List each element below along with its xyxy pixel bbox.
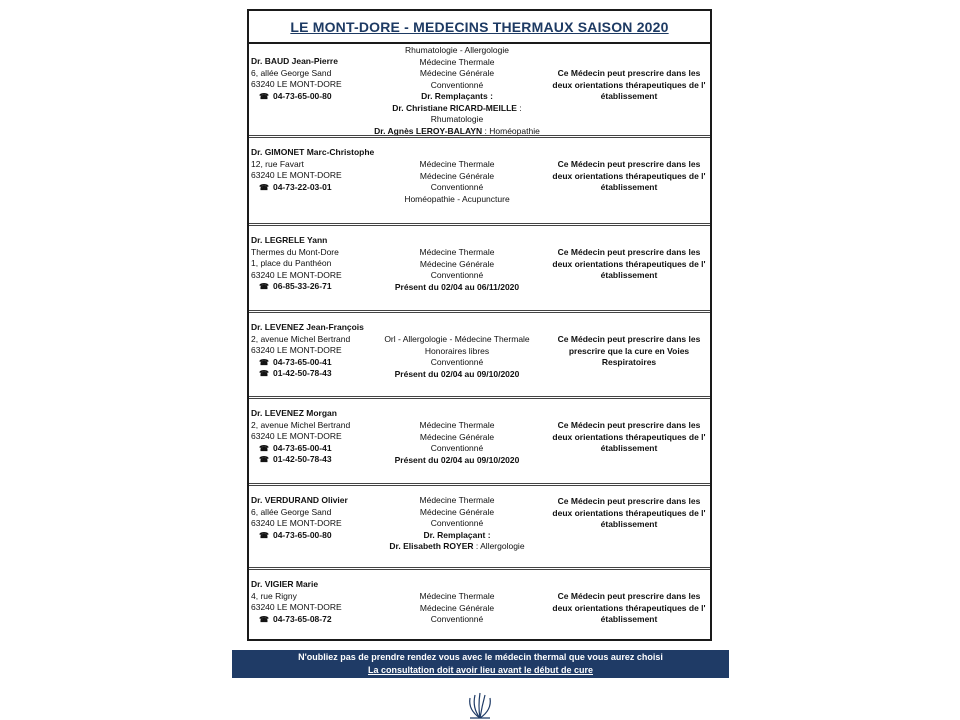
- specialty-line: Orl - Allergologie - Médecine Thermale: [384, 334, 530, 344]
- phone-number: 04-73-65-00-41: [272, 442, 332, 453]
- presence-dates: Présent du 02/04 au 09/10/2020: [394, 368, 520, 379]
- doctor-address-line: 63240 LE MONT-DORE: [251, 431, 342, 441]
- specialty-line: Médecine Générale: [419, 258, 495, 269]
- doctor-name: Dr. VIGIER Marie: [251, 579, 319, 589]
- specialty-line: Médecine Thermale: [419, 420, 495, 430]
- phone-icon: ☎: [259, 282, 269, 291]
- footer-banner: [232, 650, 729, 678]
- doctor-name: Dr. LEGRELE Yann: [251, 235, 328, 245]
- specialty-line: Homéopathie - Acupuncture: [404, 193, 510, 204]
- footer-consultation-note: La consultation doit avoir lieu avant le début de cure: [367, 665, 594, 675]
- phone-icon: ☎: [259, 614, 269, 624]
- phone-number: 04-73-65-00-80: [272, 90, 332, 101]
- phone-number: 04-73-22-03-01: [272, 181, 332, 192]
- specialty-line: Conventionné: [430, 443, 484, 453]
- specialty-line: Médecine Thermale: [419, 56, 495, 67]
- doctor-address-line: 1, place du Panthéon: [251, 258, 332, 268]
- specialty-line: Conventionné: [430, 518, 484, 528]
- phone-icon: ☎: [259, 369, 269, 378]
- specialty-line: Médecine Générale: [419, 68, 495, 78]
- specialty-line: Conventionné: [430, 79, 484, 90]
- page-title: LE MONT-DORE - MEDECINS THERMAUX SAISON 2020: [290, 18, 669, 35]
- doctor-address-line: 6, allée George Sand: [251, 506, 332, 517]
- doctor-address-line: 4, rue Rigny: [251, 590, 297, 601]
- phone-icon: ☎: [259, 357, 269, 367]
- replacement-heading: Dr. Remplaçants :: [421, 91, 493, 101]
- prescription-note: Ce Médecin peut prescrire dans les deux orientations thérapeutiques de l' établissement: [552, 159, 706, 192]
- prescription-note: Ce Médecin peut prescrire dans les prescrire que la cure en Voies Respiratoires: [557, 334, 701, 367]
- specialty-line: Conventionné: [430, 614, 484, 624]
- document-sheet: [247, 9, 712, 641]
- specialty-line: Médecine Générale: [419, 170, 495, 181]
- phone-number: 04-73-65-00-41: [272, 356, 332, 367]
- specialty-line: Honoraires libres: [424, 345, 490, 356]
- phone-number: 01-42-50-78-43: [272, 368, 332, 378]
- doctor-specialties: [367, 247, 547, 293]
- replacement-specialty: : Rhumatologie: [430, 102, 522, 124]
- prescription-note: Ce Médecin peut prescrire dans les deux orientations thérapeutiques de l' établissement: [552, 420, 706, 453]
- doctor-entry: [249, 135, 710, 223]
- doctor-address-line: 6, allée George Sand: [251, 67, 332, 78]
- footer-reminder: N'oubliez pas de prendre rendez vous avec le médecin thermal que vous aurez choisi: [298, 652, 663, 662]
- doctor-entry: [249, 396, 710, 483]
- presence-dates: Présent du 02/04 au 06/11/2020: [394, 281, 520, 292]
- doctor-name: Dr. LEVENEZ Morgan: [251, 408, 337, 418]
- prescription-note: Ce Médecin peut prescrire dans les deux orientations thérapeutiques de l' établissement: [552, 247, 706, 280]
- thermes-logo-icon: [462, 690, 498, 720]
- phone-icon: ☎: [259, 91, 269, 101]
- replacement-specialty: : Homéopathie: [482, 125, 540, 136]
- replacement-specialty: : Allergologie: [473, 541, 525, 551]
- doctor-entry: [249, 483, 710, 567]
- doctor-specialties: [367, 591, 547, 626]
- doctor-entry: [249, 223, 710, 310]
- phone-number: 06-85-33-26-71: [272, 281, 332, 291]
- doctor-address-line: 63240 LE MONT-DORE: [251, 79, 342, 89]
- doctor-specialties: [367, 420, 547, 466]
- specialty-line: Conventionné: [430, 182, 484, 192]
- doctor-name: Dr. BAUD Jean-Pierre: [251, 56, 338, 66]
- specialty-line: Médecine Générale: [419, 602, 495, 613]
- doctor-address-line: Thermes du Mont-Dore: [251, 246, 339, 257]
- doctor-address-line: 63240 LE MONT-DORE: [251, 170, 342, 180]
- doctor-address-line: 12, rue Favart: [251, 158, 304, 169]
- replacement-doctor: [367, 103, 547, 126]
- doctor-specialties: [367, 495, 547, 553]
- phone-icon: ☎: [259, 455, 269, 464]
- doctor-address-line: 2, avenue Michel Bertrand: [251, 419, 351, 430]
- phone-number: 04-73-65-08-72: [272, 613, 332, 624]
- doctor-specialties: [367, 334, 547, 380]
- doctor-address-line: 63240 LE MONT-DORE: [251, 345, 342, 355]
- specialty-line: Conventionné: [430, 357, 484, 367]
- doctor-address-line: 63240 LE MONT-DORE: [251, 602, 342, 612]
- presence-dates: Présent du 02/04 au 09/10/2020: [394, 454, 520, 465]
- doctor-entry: [249, 567, 710, 641]
- doctor-name: Dr. LEVENEZ Jean-François: [251, 322, 364, 332]
- replacement-doctor: [367, 541, 547, 553]
- specialty-line: Médecine Thermale: [419, 159, 495, 169]
- doctor-specialties: [367, 45, 547, 137]
- doctor-specialties: [367, 159, 547, 205]
- doctor-name: Dr. GIMONET Marc-Christophe: [251, 147, 375, 157]
- phone-number: 01-42-50-78-43: [272, 454, 332, 464]
- doctor-address-line: 2, avenue Michel Bertrand: [251, 333, 351, 344]
- phone-icon: ☎: [259, 443, 269, 453]
- phone-number: 04-73-65-00-80: [272, 529, 332, 540]
- specialty-line: Rhumatologie - Allergologie: [405, 45, 509, 55]
- doctor-entry: [249, 46, 710, 135]
- prescription-note: Ce Médecin peut prescrire dans les deux orientations thérapeutiques de l' établissement: [552, 68, 706, 101]
- document-title-bar: [249, 11, 710, 44]
- doctor-entry: [249, 310, 710, 396]
- phone-icon: ☎: [259, 182, 269, 192]
- doctor-name: Dr. VERDURAND Olivier: [251, 495, 348, 505]
- prescription-note: Ce Médecin peut prescrire dans les deux orientations thérapeutiques de l' établissement: [552, 591, 706, 624]
- replacement-name: Dr. Elisabeth ROYER: [389, 541, 474, 551]
- specialty-line: Médecine Générale: [419, 431, 495, 442]
- prescription-note: Ce Médecin peut prescrire dans les deux orientations thérapeutiques de l' établissement: [552, 496, 706, 529]
- specialty-line: Conventionné: [430, 270, 484, 280]
- doctor-address-line: 63240 LE MONT-DORE: [251, 269, 342, 280]
- specialty-line: Médecine Générale: [419, 506, 495, 517]
- specialty-line: Médecine Thermale: [419, 591, 495, 601]
- replacement-name: Dr. Christiane RICARD-MEILLE: [392, 102, 517, 113]
- doctor-address-line: 63240 LE MONT-DORE: [251, 518, 342, 528]
- replacement-name: Dr. Agnès LEROY-BALAYN: [374, 125, 483, 136]
- replacement-heading: Dr. Remplaçant :: [423, 529, 491, 540]
- specialty-line: Médecine Thermale: [419, 495, 495, 505]
- phone-icon: ☎: [259, 530, 269, 540]
- specialty-line: Médecine Thermale: [419, 247, 495, 257]
